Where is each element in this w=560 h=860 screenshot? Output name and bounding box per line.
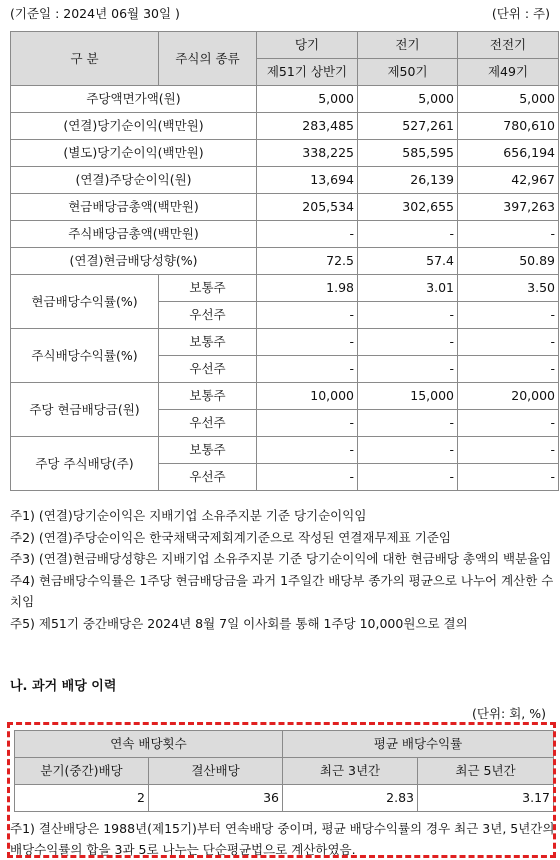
stock-type: 보통주 [159, 383, 257, 410]
header-recent5: 최근 5년간 [418, 758, 554, 785]
group-label: 주식배당수익률(%) [11, 329, 159, 383]
header-previous: 전기 [358, 32, 458, 59]
cell-value: 72.5 [257, 248, 358, 275]
cell-value: 50.89 [458, 248, 559, 275]
stock-type: 우선주 [159, 302, 257, 329]
group-label: 주당 주식배당(주) [11, 437, 159, 491]
table-row [11, 383, 559, 410]
row-label: (연결)현금배당성향(%) [11, 248, 257, 275]
cell-value: - [257, 221, 358, 248]
table-row [11, 86, 559, 113]
header-recent3: 최근 3년간 [283, 758, 418, 785]
header-bar [10, 4, 550, 22]
cell-value: 656,194 [458, 140, 559, 167]
cell-value: - [358, 437, 458, 464]
cell-value: - [358, 221, 458, 248]
cell-value: - [458, 410, 559, 437]
cell-value: 5,000 [257, 86, 358, 113]
value-recent3: 2.83 [283, 785, 418, 812]
header-before-previous-period: 제49기 [458, 59, 559, 86]
group-label: 주당 현금배당금(원) [11, 383, 159, 437]
base-date: (기준일 : 2024년 06월 30일 ) [10, 6, 180, 21]
cell-value: - [458, 464, 559, 491]
cell-value: - [257, 410, 358, 437]
cell-value: - [358, 464, 458, 491]
table-row [11, 221, 559, 248]
table-row [11, 248, 559, 275]
table-row [11, 194, 559, 221]
dividend-table-body [11, 86, 559, 491]
row-label: 주식배당금총액(백만원) [11, 221, 257, 248]
row-label: (연결)주당순이익(원) [11, 167, 257, 194]
table-row [11, 437, 559, 464]
value-annual: 36 [149, 785, 283, 812]
value-recent5: 3.17 [418, 785, 554, 812]
cell-value: - [257, 356, 358, 383]
cell-value: - [257, 302, 358, 329]
cell-value: 3.01 [358, 275, 458, 302]
note-item: 주5) 제51기 중간배당은 2024년 8월 7일 이사회를 통해 1주당 10,000원으로 결의 [10, 615, 468, 631]
table-row [11, 329, 559, 356]
history-note: 주1) 결산배당은 1988년(제15기)부터 연속배당 중이며, 평균 배당수익률의 경우 최근 3년, 5년간의 배당수익률의 합을 3과 5로 나누는 단순평균법으로 계산하였음. [10, 821, 555, 857]
note-item: 주2) (연결)주당순이익은 한국채택국제회계기준으로 작성된 연결재무제표 기준임 [10, 529, 451, 545]
cell-value: - [358, 410, 458, 437]
cell-value: - [358, 329, 458, 356]
stock-type: 우선주 [159, 464, 257, 491]
header-stock-type: 주식의 종류 [159, 32, 257, 86]
cell-value: 42,967 [458, 167, 559, 194]
note-item: 주1) (연결)당기순이익은 지배기업 소유주지분 기준 당기순이익임 [10, 508, 367, 523]
note-item: 주4) 현금배당수익률은 1주당 현금배당금을 과거 1주일간 배당부 종가의 평균으로 나누어 계산한 수치임 [10, 572, 554, 609]
cell-value: 3.50 [458, 275, 559, 302]
cell-value: 57.4 [358, 248, 458, 275]
cell-value: - [358, 302, 458, 329]
stock-type: 우선주 [159, 410, 257, 437]
header-previous-period: 제50기 [358, 59, 458, 86]
cell-value: 780,610 [458, 113, 559, 140]
cell-value: 302,655 [358, 194, 458, 221]
row-label: 주당액면가액(원) [11, 86, 257, 113]
value-quarterly: 2 [15, 785, 149, 812]
table-row [11, 140, 559, 167]
cell-value: 397,263 [458, 194, 559, 221]
section-title: 나. 과거 배당 이력 [10, 679, 117, 694]
cell-value: 13,694 [257, 167, 358, 194]
stock-type: 보통주 [159, 329, 257, 356]
stock-type: 보통주 [159, 275, 257, 302]
note-item: 주3) (연결)현금배당성향은 지배기업 소유주지분 기준 당기순이익에 대한 현금배당 총액의 백분율임 [10, 551, 552, 566]
cell-value: 5,000 [358, 86, 458, 113]
stock-type: 보통주 [159, 437, 257, 464]
cell-value: - [458, 356, 559, 383]
header-avg-yield: 평균 배당수익률 [283, 731, 554, 758]
cell-value: - [358, 356, 458, 383]
cell-value: - [458, 329, 559, 356]
notes-list [10, 505, 555, 634]
cell-value: 283,485 [257, 113, 358, 140]
table-row [11, 167, 559, 194]
dividend-table [10, 31, 559, 491]
header-annual: 결산배당 [149, 758, 283, 785]
unit-label: (단위 : 주) [491, 6, 550, 21]
row-label: (연결)당기순이익(백만원) [11, 113, 257, 140]
header-before-previous: 전전기 [458, 32, 559, 59]
cell-value: - [458, 437, 559, 464]
cell-value: 527,261 [358, 113, 458, 140]
cell-value: - [257, 437, 358, 464]
table-row [11, 275, 559, 302]
cell-value: 10,000 [257, 383, 358, 410]
cell-value: 20,000 [458, 383, 559, 410]
header-current-period: 제51기 상반기 [257, 59, 358, 86]
cell-value: 5,000 [458, 86, 559, 113]
cell-value: 1.98 [257, 275, 358, 302]
row-label: 현금배당금총액(백만원) [11, 194, 257, 221]
cell-value: 15,000 [358, 383, 458, 410]
history-table [14, 730, 554, 812]
cell-value: - [257, 329, 358, 356]
cell-value: - [458, 221, 559, 248]
cell-value: - [458, 302, 559, 329]
row-label: (별도)당기순이익(백만원) [11, 140, 257, 167]
stock-type: 우선주 [159, 356, 257, 383]
cell-value: 205,534 [257, 194, 358, 221]
header-quarterly: 분기(중간)배당 [15, 758, 149, 785]
history-unit-label: (단위: 회, %) [472, 706, 546, 721]
table-row [11, 113, 559, 140]
header-consecutive: 연속 배당횟수 [15, 731, 283, 758]
cell-value: 338,225 [257, 140, 358, 167]
header-current: 당기 [257, 32, 358, 59]
header-category: 구 분 [11, 32, 159, 86]
cell-value: - [257, 464, 358, 491]
group-label: 현금배당수익률(%) [11, 275, 159, 329]
cell-value: 585,595 [358, 140, 458, 167]
cell-value: 26,139 [358, 167, 458, 194]
